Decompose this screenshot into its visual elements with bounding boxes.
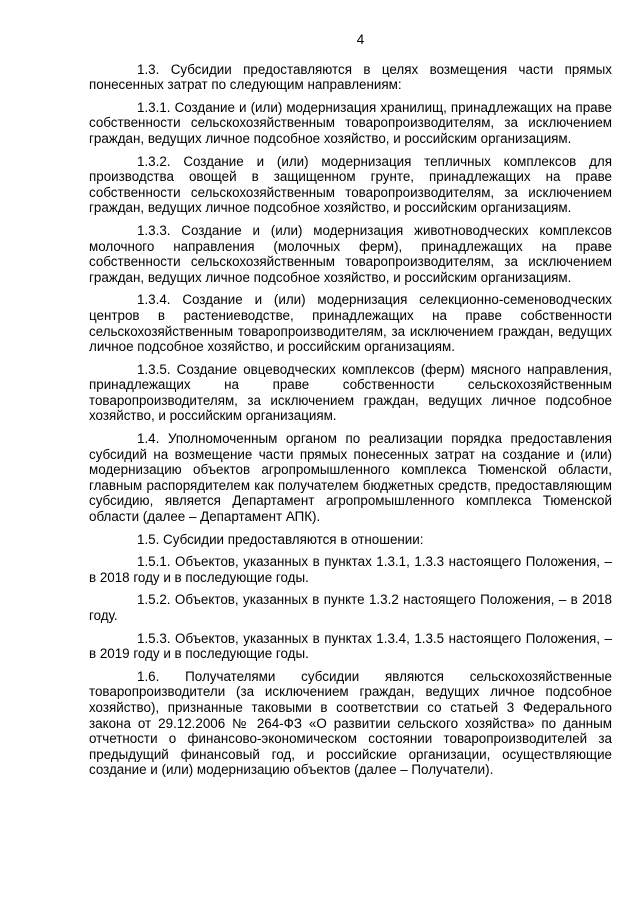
paragraph-1-6: 1.6. Получателями субсидии являются сельскохозяйственные товаропроизводители (за исключением граждан, ведущих личное подсобное хозяйство), признанные таковыми в соответствии со статьей 3 Федерального закона от 29.12.2006 № 264-ФЗ «О развитии сельского хозяйства» по данным отчетности о финансово-экономическом состоянии товаропроизводителей за предыдущий финансовый год, и российские организации, осуществляющие создание и (или) модернизацию объектов (далее – Получатели).: [89, 668, 612, 778]
paragraph-1-5: 1.5. Субсидии предоставляются в отношении:: [137, 531, 424, 547]
paragraph-1-5-2: 1.5.2. Объектов, указанных в пункте 1.3.2 настоящего Положения, – в 2018 году.: [89, 592, 612, 623]
paragraph-1-4: 1.4. Уполномоченным органом по реализации порядка предоставления субсидий на возмещение части прямых понесенных затрат на создание и (или) модернизацию объектов агропромышленного комплекса Тюменской области, главным распорядителем как получателем бюджетных средств, предоставляющим субсидию, является Департамент агропромышленного комплекса Тюменской области (далее – Департамент АПК).: [89, 431, 612, 525]
paragraph-1-3: 1.3. Субсидии предоставляются в целях возмещения части прямых понесенных затрат по следующим направлениям:: [89, 61, 612, 93]
paragraph-1-5-1: 1.5.1. Объектов, указанных в пунктах 1.3.1, 1.3.3 настоящего Положения, – в 2018 году и в последующие годы.: [89, 554, 612, 585]
paragraph-1-3-5: 1.3.5. Создание овцеводческих комплексов (ферм) мясного направления, принадлежащих на праве собственности сельскохозяйственным товаропроизводителям, за исключением граждан, ведущих личное подсобное хозяйство, и российским организациям.: [89, 361, 612, 424]
paragraph-1-3-3: 1.3.3. Создание и (или) модернизация животноводческих комплексов молочного направления (молочных ферм), принадлежащих на праве собственности сельскохозяйственным товаропроизводителям, за исключением граждан, ведущих личное подсобное хозяйство, и российским организациям.: [89, 222, 612, 285]
paragraph-1-3-4: 1.3.4. Создание и (или) модернизация селекционно-семеноводческих центров в растениеводстве, принадлежащих на праве собственности сельскохозяйственным товаропроизводителям, за исключением граждан, ведущих личное подсобное хозяйство, и российским организациям.: [89, 292, 612, 355]
page-number: 4: [356, 32, 365, 47]
paragraph-1-3-1: 1.3.1. Создание и (или) модернизация хранилищ, принадлежащих на праве собственности сельскохозяйственным товаропроизводителям, за исключением граждан, ведущих личное подсобное хозяйство, и российским организациям.: [89, 99, 612, 146]
paragraph-1-3-2: 1.3.2. Создание и (или) модернизация тепличных комплексов для производства овощей в защищенном грунте, принадлежащих на праве собственности сельскохозяйственным товаропроизводителям, за исключением граждан, ведущих личное подсобное хозяйство, и российским организациям.: [89, 153, 612, 216]
paragraph-1-5-3: 1.5.3. Объектов, указанных в пунктах 1.3.4, 1.3.5 настоящего Положения, – в 2019 году и в последующие годы.: [89, 630, 612, 662]
